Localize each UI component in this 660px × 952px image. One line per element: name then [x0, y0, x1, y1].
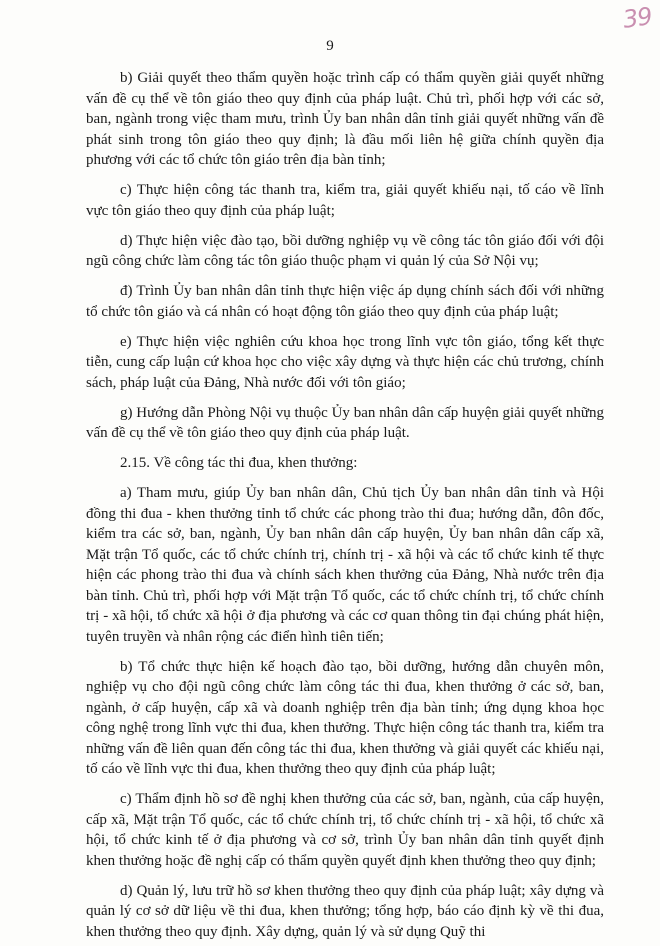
- paragraph-emulation-c: c) Thẩm định hồ sơ đề nghị khen thưởng của các sở, ban, ngành, của cấp huyện, cấp xã, Mặt trận Tổ quốc, các tổ chức chính trị, tổ chức chính trị - xã hội, tổ chức xã hội, tổ chức kinh tế ở địa phương và cơ sở, trình Ủy ban nhân dân tỉnh quyết định khen thưởng hoặc đề nghị cấp có thẩm quyền quyết định khen thưởng theo quy định;: [86, 791, 604, 869]
- paragraph-religion-c: c) Thực hiện công tác thanh tra, kiểm tra, giải quyết khiếu nại, tố cáo về lĩnh vực tôn giáo theo quy định của pháp luật;: [86, 182, 604, 219]
- section-heading-2-15: 2.15. Về công tác thi đua, khen thưởng:: [120, 455, 358, 471]
- page-number: 9: [326, 38, 334, 54]
- handwritten-page-mark: 39: [621, 2, 654, 34]
- paragraph-emulation-b: b) Tổ chức thực hiện kế hoạch đào tạo, bồi dưỡng, hướng dẫn chuyên môn, nghiệp vụ cho đội ngũ công chức làm công tác thi đua, khen thưởng ở các sở, ban, ngành, ở cấp huyện, cấp xã và doanh nghiệp trên địa bàn tỉnh; ứng dụng khoa học công nghệ trong lĩnh vực thi đua, khen thưởng. Thực hiện công tác thanh tra, kiểm tra những vấn đề liên quan đến công tác thi đua, khen thưởng và giải quyết các khiếu nại, tố cáo về lĩnh vực thi đua, khen thưởng theo quy định của pháp luật;: [86, 658, 604, 777]
- paragraph-religion-b: b) Giải quyết theo thẩm quyền hoặc trình cấp có thẩm quyền giải quyết những vấn đề cụ thể về tôn giáo theo quy định của pháp luật. Chủ trì, phối hợp với các sở, ban, ngành trong việc tham mưu, trình Ủy ban nhân dân tỉnh giải quyết những vấn đề phát sinh trong tôn giáo theo quy định; là đầu mối liên hệ giữa chính quyền địa phương với các tổ chức tôn giáo trên địa bàn tỉnh;: [86, 70, 604, 168]
- document-body: [86, 68, 604, 952]
- paragraph-emulation-a: a) Tham mưu, giúp Ủy ban nhân dân, Chủ tịch Ủy ban nhân dân tỉnh và Hội đồng thi đua - khen thưởng tỉnh tổ chức các phong trào thi đua; hướng dẫn, đôn đốc, kiểm tra các sở, ban, ngành, Ủy ban nhân dân cấp huyện, Ủy ban nhân dân cấp xã, Mặt trận Tổ quốc, các tổ chức chính trị, chính trị - xã hội và các tổ chức kinh tế thực hiện các phong trào thi đua và chính sách khen thưởng của Đảng, Nhà nước trên địa bàn tỉnh. Chủ trì, phối hợp với Mặt trận Tổ quốc, các tổ chức chính trị, tổ chức chính trị - xã hội, tổ chức xã hội ở địa phương và các cơ quan thông tin đại chúng phát hiện, tuyên truyền và nhân rộng các điển hình tiên tiến;: [86, 485, 604, 645]
- paragraph-religion-g: g) Hướng dẫn Phòng Nội vụ thuộc Ủy ban nhân dân cấp huyện giải quyết những vấn đề cụ thể về tôn giáo theo quy định của pháp luật.: [86, 404, 604, 441]
- paragraph-religion-e: e) Thực hiện việc nghiên cứu khoa học trong lĩnh vực tôn giáo, tổng kết thực tiễn, cung cấp luận cứ khoa học cho việc xây dựng và thực hiện các chủ trương, chính sách, pháp luật của Đảng, Nhà nước đối với tôn giáo;: [86, 333, 604, 391]
- paragraph-emulation-d: d) Quản lý, lưu trữ hồ sơ khen thưởng theo quy định của pháp luật; xây dựng và quản lý cơ sở dữ liệu về thi đua, khen thưởng; tổng hợp, báo cáo định kỳ về thi đua, khen thưởng theo quy định. Xây dựng, quản lý và sử dụng Quỹ thi: [86, 882, 604, 940]
- paragraph-religion-d: d) Thực hiện việc đào tạo, bồi dưỡng nghiệp vụ về công tác tôn giáo đối với đội ngũ công chức làm công tác tôn giáo thuộc phạm vi quản lý của Sở Nội vụ;: [86, 232, 604, 269]
- paragraph-religion-dd: đ) Trình Ủy ban nhân dân tỉnh thực hiện việc áp dụng chính sách đối với những tổ chức tôn giáo và cá nhân có hoạt động tôn giáo theo quy định của pháp luật;: [86, 283, 604, 320]
